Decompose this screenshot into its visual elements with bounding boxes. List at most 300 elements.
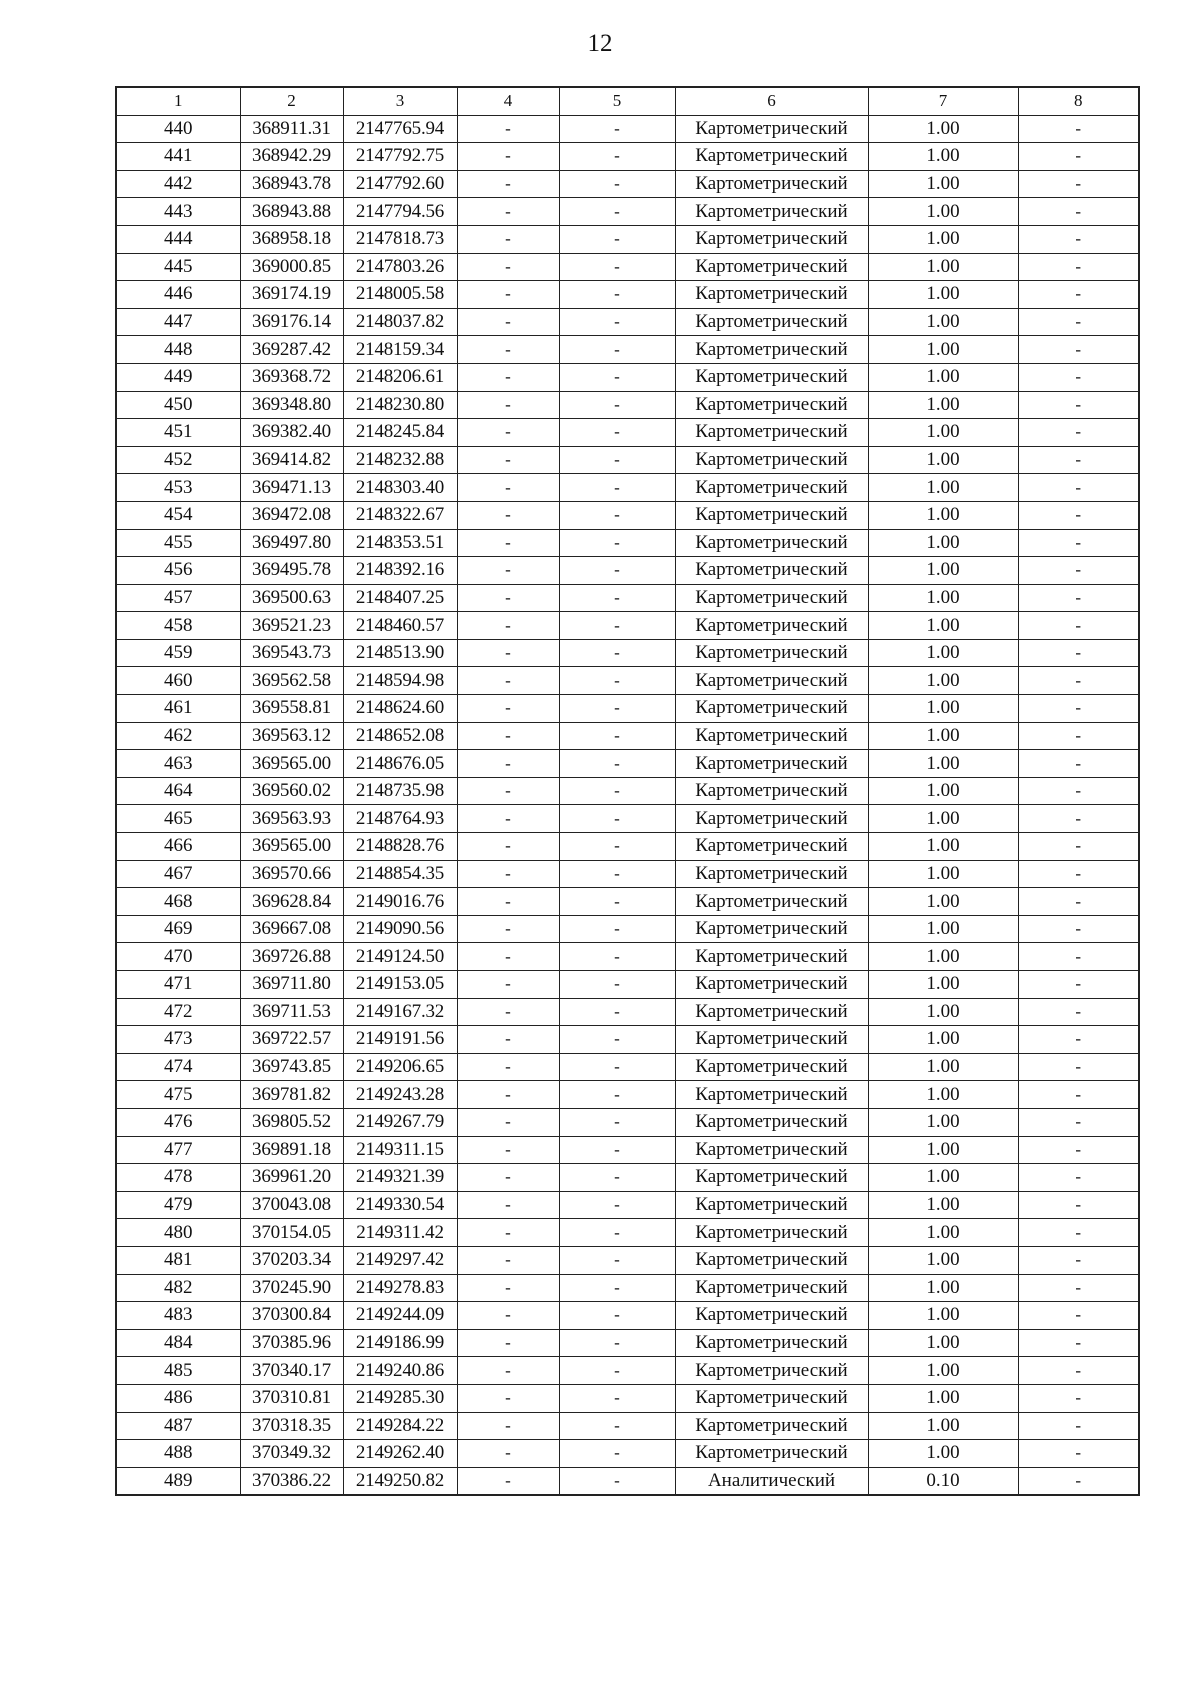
- col4-cell: -: [457, 281, 559, 309]
- col5-cell: -: [559, 1329, 675, 1357]
- col8-cell: -: [1018, 308, 1139, 336]
- accuracy-cell: 1.00: [868, 336, 1018, 364]
- col8-cell: -: [1018, 1274, 1139, 1302]
- col4-cell: -: [457, 612, 559, 640]
- table-row: [116, 170, 1139, 198]
- accuracy-cell: 1.00: [868, 253, 1018, 281]
- x-coordinate-cell: 369891.18: [240, 1136, 343, 1164]
- table-header-row: [116, 87, 1139, 115]
- col8-cell: -: [1018, 253, 1139, 281]
- x-coordinate-cell: 369961.20: [240, 1164, 343, 1192]
- col5-cell: -: [559, 446, 675, 474]
- accuracy-cell: 1.00: [868, 1440, 1018, 1468]
- y-coordinate-cell: 2147818.73: [343, 225, 457, 253]
- col8-cell: -: [1018, 1246, 1139, 1274]
- table-row: [116, 501, 1139, 529]
- x-coordinate-cell: 369495.78: [240, 557, 343, 585]
- table-row: [116, 1329, 1139, 1357]
- point-number-cell: 486: [116, 1384, 240, 1412]
- column-header: 7: [868, 87, 1018, 115]
- x-coordinate-cell: 369500.63: [240, 584, 343, 612]
- y-coordinate-cell: 2149186.99: [343, 1329, 457, 1357]
- y-coordinate-cell: 2149311.42: [343, 1219, 457, 1247]
- x-coordinate-cell: 369176.14: [240, 308, 343, 336]
- column-header: 1: [116, 87, 240, 115]
- x-coordinate-cell: 369570.66: [240, 860, 343, 888]
- x-coordinate-cell: 369472.08: [240, 501, 343, 529]
- col8-cell: -: [1018, 1164, 1139, 1192]
- point-number-cell: 467: [116, 860, 240, 888]
- accuracy-cell: 1.00: [868, 529, 1018, 557]
- col8-cell: -: [1018, 474, 1139, 502]
- method-cell: Картометрический: [675, 1136, 868, 1164]
- col5-cell: -: [559, 308, 675, 336]
- method-cell: Картометрический: [675, 281, 868, 309]
- col4-cell: -: [457, 308, 559, 336]
- col8-cell: -: [1018, 1329, 1139, 1357]
- y-coordinate-cell: 2147792.75: [343, 143, 457, 171]
- point-number-cell: 457: [116, 584, 240, 612]
- accuracy-cell: 1.00: [868, 915, 1018, 943]
- x-coordinate-cell: 369565.00: [240, 750, 343, 778]
- col5-cell: -: [559, 750, 675, 778]
- point-number-cell: 452: [116, 446, 240, 474]
- col5-cell: -: [559, 501, 675, 529]
- method-cell: Картометрический: [675, 888, 868, 916]
- accuracy-cell: 1.00: [868, 474, 1018, 502]
- accuracy-cell: 1.00: [868, 971, 1018, 999]
- col5-cell: -: [559, 667, 675, 695]
- point-number-cell: 444: [116, 225, 240, 253]
- table-row: [116, 143, 1139, 171]
- table-row: [116, 750, 1139, 778]
- method-cell: Картометрический: [675, 805, 868, 833]
- x-coordinate-cell: 370300.84: [240, 1302, 343, 1330]
- table-row: [116, 557, 1139, 585]
- y-coordinate-cell: 2148303.40: [343, 474, 457, 502]
- method-cell: Картометрический: [675, 777, 868, 805]
- accuracy-cell: 1.00: [868, 639, 1018, 667]
- accuracy-cell: 0.10: [868, 1467, 1018, 1495]
- col5-cell: -: [559, 1357, 675, 1385]
- point-number-cell: 472: [116, 998, 240, 1026]
- col5-cell: -: [559, 1302, 675, 1330]
- method-cell: Картометрический: [675, 419, 868, 447]
- col5-cell: -: [559, 943, 675, 971]
- method-cell: Картометрический: [675, 253, 868, 281]
- col8-cell: -: [1018, 1467, 1139, 1495]
- col4-cell: -: [457, 1219, 559, 1247]
- col5-cell: -: [559, 1384, 675, 1412]
- accuracy-cell: 1.00: [868, 557, 1018, 585]
- table-row: [116, 584, 1139, 612]
- table-row: [116, 777, 1139, 805]
- method-cell: Картометрический: [675, 584, 868, 612]
- col4-cell: -: [457, 1164, 559, 1192]
- point-number-cell: 441: [116, 143, 240, 171]
- col4-cell: -: [457, 695, 559, 723]
- table-row: [116, 1164, 1139, 1192]
- col5-cell: -: [559, 143, 675, 171]
- col5-cell: -: [559, 833, 675, 861]
- y-coordinate-cell: 2148624.60: [343, 695, 457, 723]
- col4-cell: -: [457, 1329, 559, 1357]
- col8-cell: -: [1018, 1081, 1139, 1109]
- point-number-cell: 454: [116, 501, 240, 529]
- col5-cell: -: [559, 639, 675, 667]
- accuracy-cell: 1.00: [868, 695, 1018, 723]
- point-number-cell: 445: [116, 253, 240, 281]
- col5-cell: -: [559, 557, 675, 585]
- col4-cell: -: [457, 1467, 559, 1495]
- method-cell: Картометрический: [675, 750, 868, 778]
- point-number-cell: 482: [116, 1274, 240, 1302]
- col5-cell: -: [559, 584, 675, 612]
- col8-cell: -: [1018, 198, 1139, 226]
- point-number-cell: 480: [116, 1219, 240, 1247]
- x-coordinate-cell: 370245.90: [240, 1274, 343, 1302]
- accuracy-cell: 1.00: [868, 612, 1018, 640]
- col4-cell: -: [457, 860, 559, 888]
- accuracy-cell: 1.00: [868, 722, 1018, 750]
- table-row: [116, 639, 1139, 667]
- y-coordinate-cell: 2149250.82: [343, 1467, 457, 1495]
- col5-cell: -: [559, 915, 675, 943]
- col4-cell: -: [457, 1412, 559, 1440]
- col5-cell: -: [559, 1246, 675, 1274]
- x-coordinate-cell: 369558.81: [240, 695, 343, 723]
- accuracy-cell: 1.00: [868, 198, 1018, 226]
- table-row: [116, 833, 1139, 861]
- x-coordinate-cell: 369805.52: [240, 1108, 343, 1136]
- method-cell: Картометрический: [675, 915, 868, 943]
- y-coordinate-cell: 2149153.05: [343, 971, 457, 999]
- y-coordinate-cell: 2148353.51: [343, 529, 457, 557]
- col8-cell: -: [1018, 777, 1139, 805]
- x-coordinate-cell: 370310.81: [240, 1384, 343, 1412]
- col4-cell: -: [457, 1302, 559, 1330]
- method-cell: Картометрический: [675, 391, 868, 419]
- method-cell: Картометрический: [675, 336, 868, 364]
- method-cell: Картометрический: [675, 695, 868, 723]
- table-row: [116, 971, 1139, 999]
- method-cell: Картометрический: [675, 170, 868, 198]
- method-cell: Картометрический: [675, 971, 868, 999]
- accuracy-cell: 1.00: [868, 584, 1018, 612]
- col8-cell: -: [1018, 639, 1139, 667]
- col4-cell: -: [457, 1246, 559, 1274]
- col5-cell: -: [559, 998, 675, 1026]
- column-header: 3: [343, 87, 457, 115]
- method-cell: Аналитический: [675, 1467, 868, 1495]
- col4-cell: -: [457, 888, 559, 916]
- table-row: [116, 998, 1139, 1026]
- col8-cell: -: [1018, 860, 1139, 888]
- method-cell: Картометрический: [675, 833, 868, 861]
- method-cell: Картометрический: [675, 1191, 868, 1219]
- accuracy-cell: 1.00: [868, 1191, 1018, 1219]
- y-coordinate-cell: 2149311.15: [343, 1136, 457, 1164]
- method-cell: Картометрический: [675, 1384, 868, 1412]
- y-coordinate-cell: 2148676.05: [343, 750, 457, 778]
- x-coordinate-cell: 370349.32: [240, 1440, 343, 1468]
- table-row: [116, 115, 1139, 143]
- col8-cell: -: [1018, 115, 1139, 143]
- col5-cell: -: [559, 1412, 675, 1440]
- table-row: [116, 722, 1139, 750]
- y-coordinate-cell: 2147794.56: [343, 198, 457, 226]
- method-cell: Картометрический: [675, 943, 868, 971]
- y-coordinate-cell: 2148513.90: [343, 639, 457, 667]
- accuracy-cell: 1.00: [868, 143, 1018, 171]
- x-coordinate-cell: 369521.23: [240, 612, 343, 640]
- point-number-cell: 489: [116, 1467, 240, 1495]
- accuracy-cell: 1.00: [868, 777, 1018, 805]
- point-number-cell: 466: [116, 833, 240, 861]
- col5-cell: -: [559, 1108, 675, 1136]
- col8-cell: -: [1018, 612, 1139, 640]
- table-row: [116, 612, 1139, 640]
- col8-cell: -: [1018, 529, 1139, 557]
- x-coordinate-cell: 370043.08: [240, 1191, 343, 1219]
- col8-cell: -: [1018, 170, 1139, 198]
- col5-cell: -: [559, 971, 675, 999]
- x-coordinate-cell: 370386.22: [240, 1467, 343, 1495]
- method-cell: Картометрический: [675, 1302, 868, 1330]
- col4-cell: -: [457, 750, 559, 778]
- col8-cell: -: [1018, 750, 1139, 778]
- col4-cell: -: [457, 971, 559, 999]
- x-coordinate-cell: 369563.93: [240, 805, 343, 833]
- col8-cell: -: [1018, 557, 1139, 585]
- x-coordinate-cell: 369471.13: [240, 474, 343, 502]
- col8-cell: -: [1018, 1440, 1139, 1468]
- col8-cell: -: [1018, 446, 1139, 474]
- col8-cell: -: [1018, 1384, 1139, 1412]
- method-cell: Картометрический: [675, 722, 868, 750]
- col4-cell: -: [457, 777, 559, 805]
- column-header: 8: [1018, 87, 1139, 115]
- accuracy-cell: 1.00: [868, 860, 1018, 888]
- col5-cell: -: [559, 888, 675, 916]
- method-cell: Картометрический: [675, 308, 868, 336]
- col8-cell: -: [1018, 391, 1139, 419]
- accuracy-cell: 1.00: [868, 1412, 1018, 1440]
- col5-cell: -: [559, 1136, 675, 1164]
- col4-cell: -: [457, 253, 559, 281]
- col4-cell: -: [457, 391, 559, 419]
- col4-cell: -: [457, 115, 559, 143]
- col5-cell: -: [559, 419, 675, 447]
- x-coordinate-cell: 369562.58: [240, 667, 343, 695]
- y-coordinate-cell: 2148232.88: [343, 446, 457, 474]
- col8-cell: -: [1018, 833, 1139, 861]
- table-row: [116, 308, 1139, 336]
- method-cell: Картометрический: [675, 363, 868, 391]
- table-row: [116, 1412, 1139, 1440]
- y-coordinate-cell: 2149167.32: [343, 998, 457, 1026]
- table-row: [116, 1357, 1139, 1385]
- y-coordinate-cell: 2149191.56: [343, 1026, 457, 1054]
- col5-cell: -: [559, 253, 675, 281]
- point-number-cell: 483: [116, 1302, 240, 1330]
- x-coordinate-cell: 369543.73: [240, 639, 343, 667]
- y-coordinate-cell: 2148005.58: [343, 281, 457, 309]
- point-number-cell: 462: [116, 722, 240, 750]
- method-cell: Картометрический: [675, 1357, 868, 1385]
- col4-cell: -: [457, 419, 559, 447]
- accuracy-cell: 1.00: [868, 1108, 1018, 1136]
- col8-cell: -: [1018, 888, 1139, 916]
- y-coordinate-cell: 2148230.80: [343, 391, 457, 419]
- col8-cell: -: [1018, 943, 1139, 971]
- col5-cell: -: [559, 529, 675, 557]
- x-coordinate-cell: 369628.84: [240, 888, 343, 916]
- point-number-cell: 485: [116, 1357, 240, 1385]
- point-number-cell: 465: [116, 805, 240, 833]
- table-row: [116, 1384, 1139, 1412]
- x-coordinate-cell: 370318.35: [240, 1412, 343, 1440]
- accuracy-cell: 1.00: [868, 308, 1018, 336]
- method-cell: Картометрический: [675, 998, 868, 1026]
- x-coordinate-cell: 369781.82: [240, 1081, 343, 1109]
- col4-cell: -: [457, 1053, 559, 1081]
- y-coordinate-cell: 2148652.08: [343, 722, 457, 750]
- col4-cell: -: [457, 1108, 559, 1136]
- col5-cell: -: [559, 1081, 675, 1109]
- y-coordinate-cell: 2149244.09: [343, 1302, 457, 1330]
- col8-cell: -: [1018, 998, 1139, 1026]
- col4-cell: -: [457, 998, 559, 1026]
- col8-cell: -: [1018, 695, 1139, 723]
- method-cell: Картометрический: [675, 474, 868, 502]
- table-row: [116, 1440, 1139, 1468]
- accuracy-cell: 1.00: [868, 1219, 1018, 1247]
- accuracy-cell: 1.00: [868, 750, 1018, 778]
- point-number-cell: 451: [116, 419, 240, 447]
- col4-cell: -: [457, 639, 559, 667]
- col8-cell: -: [1018, 1053, 1139, 1081]
- y-coordinate-cell: 2148206.61: [343, 363, 457, 391]
- accuracy-cell: 1.00: [868, 1136, 1018, 1164]
- method-cell: Картометрический: [675, 1440, 868, 1468]
- y-coordinate-cell: 2149285.30: [343, 1384, 457, 1412]
- point-number-cell: 446: [116, 281, 240, 309]
- table-row: [116, 419, 1139, 447]
- col4-cell: -: [457, 833, 559, 861]
- x-coordinate-cell: 369287.42: [240, 336, 343, 364]
- col8-cell: -: [1018, 225, 1139, 253]
- point-number-cell: 470: [116, 943, 240, 971]
- col4-cell: -: [457, 1274, 559, 1302]
- point-number-cell: 449: [116, 363, 240, 391]
- table-row: [116, 281, 1139, 309]
- col8-cell: -: [1018, 1026, 1139, 1054]
- x-coordinate-cell: 370154.05: [240, 1219, 343, 1247]
- table-row: [116, 529, 1139, 557]
- table-row: [116, 1136, 1139, 1164]
- col4-cell: -: [457, 363, 559, 391]
- point-number-cell: 448: [116, 336, 240, 364]
- col4-cell: -: [457, 1357, 559, 1385]
- accuracy-cell: 1.00: [868, 1302, 1018, 1330]
- y-coordinate-cell: 2149124.50: [343, 943, 457, 971]
- table-row: [116, 1053, 1139, 1081]
- y-coordinate-cell: 2148159.34: [343, 336, 457, 364]
- col4-cell: -: [457, 336, 559, 364]
- col8-cell: -: [1018, 1108, 1139, 1136]
- col8-cell: -: [1018, 1136, 1139, 1164]
- point-number-cell: 474: [116, 1053, 240, 1081]
- point-number-cell: 459: [116, 639, 240, 667]
- page-number: 12: [587, 30, 613, 57]
- accuracy-cell: 1.00: [868, 170, 1018, 198]
- table-row: [116, 888, 1139, 916]
- x-coordinate-cell: 369000.85: [240, 253, 343, 281]
- y-coordinate-cell: 2148245.84: [343, 419, 457, 447]
- table-row: [116, 1467, 1139, 1495]
- col5-cell: -: [559, 225, 675, 253]
- x-coordinate-cell: 368943.78: [240, 170, 343, 198]
- col5-cell: -: [559, 391, 675, 419]
- col8-cell: -: [1018, 143, 1139, 171]
- col8-cell: -: [1018, 1191, 1139, 1219]
- col4-cell: -: [457, 584, 559, 612]
- point-number-cell: 476: [116, 1108, 240, 1136]
- col4-cell: -: [457, 1081, 559, 1109]
- table-row: [116, 474, 1139, 502]
- accuracy-cell: 1.00: [868, 1329, 1018, 1357]
- table-row: [116, 915, 1139, 943]
- table-row: [116, 253, 1139, 281]
- col8-cell: -: [1018, 1302, 1139, 1330]
- table-row: [116, 363, 1139, 391]
- col4-cell: -: [457, 943, 559, 971]
- x-coordinate-cell: 369743.85: [240, 1053, 343, 1081]
- x-coordinate-cell: 369414.82: [240, 446, 343, 474]
- col8-cell: -: [1018, 1412, 1139, 1440]
- point-number-cell: 481: [116, 1246, 240, 1274]
- x-coordinate-cell: 369382.40: [240, 419, 343, 447]
- col5-cell: -: [559, 860, 675, 888]
- x-coordinate-cell: 369563.12: [240, 722, 343, 750]
- col5-cell: -: [559, 1440, 675, 1468]
- y-coordinate-cell: 2148037.82: [343, 308, 457, 336]
- accuracy-cell: 1.00: [868, 805, 1018, 833]
- table-row: [116, 667, 1139, 695]
- point-number-cell: 479: [116, 1191, 240, 1219]
- point-number-cell: 473: [116, 1026, 240, 1054]
- y-coordinate-cell: 2149284.22: [343, 1412, 457, 1440]
- col5-cell: -: [559, 198, 675, 226]
- col4-cell: -: [457, 1440, 559, 1468]
- x-coordinate-cell: 370385.96: [240, 1329, 343, 1357]
- point-number-cell: 468: [116, 888, 240, 916]
- table-row: [116, 336, 1139, 364]
- col8-cell: -: [1018, 805, 1139, 833]
- col5-cell: -: [559, 363, 675, 391]
- method-cell: Картометрический: [675, 1164, 868, 1192]
- point-number-cell: 484: [116, 1329, 240, 1357]
- accuracy-cell: 1.00: [868, 115, 1018, 143]
- col8-cell: -: [1018, 667, 1139, 695]
- column-header: 6: [675, 87, 868, 115]
- coordinates-table: [115, 86, 1140, 1496]
- col8-cell: -: [1018, 722, 1139, 750]
- col5-cell: -: [559, 695, 675, 723]
- method-cell: Картометрический: [675, 501, 868, 529]
- accuracy-cell: 1.00: [868, 1026, 1018, 1054]
